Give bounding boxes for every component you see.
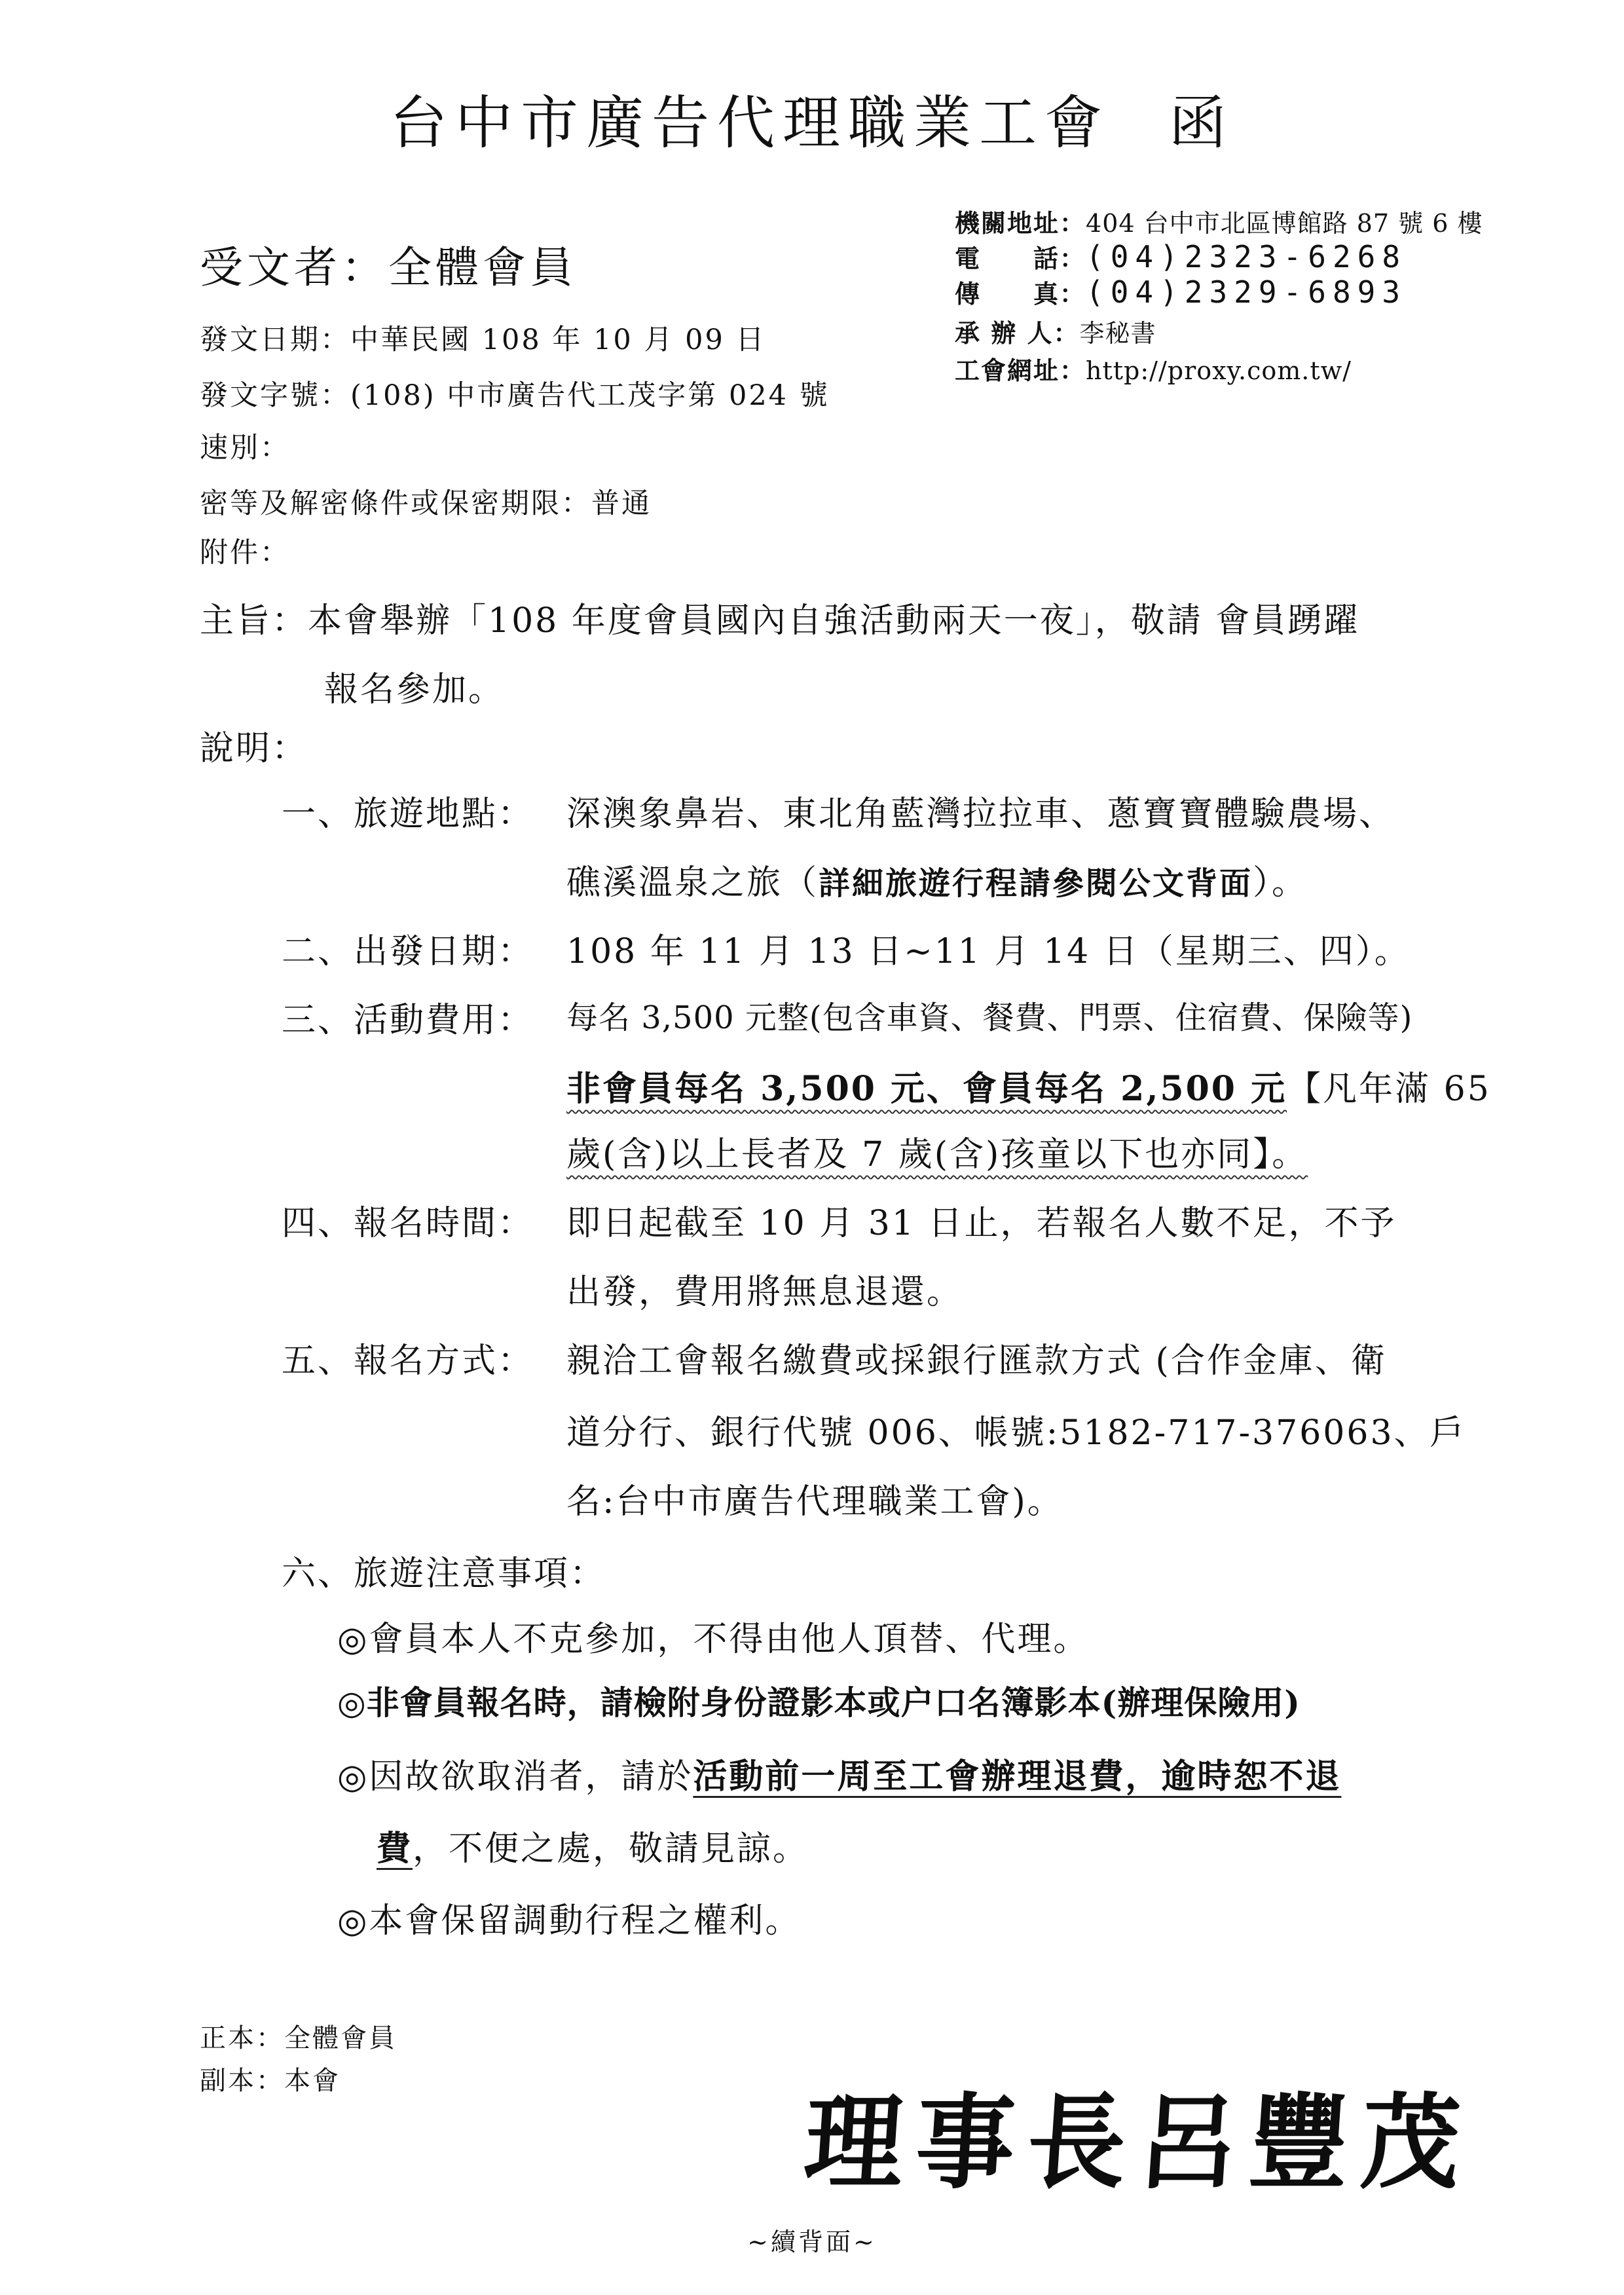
item-2-label: 二、出發日期： [282, 932, 534, 971]
item-5-label: 五、報名方式： [282, 1341, 534, 1381]
item-4-label: 四、報名時間： [282, 1204, 534, 1243]
item-5-line-1: 親洽工會報名繳費或採銀行匯款方式 (合作金庫、衛 [566, 1341, 1387, 1381]
duplicate-copy: 副本：本會 [200, 2066, 341, 2096]
address-line [955, 203, 1483, 239]
item-3-line-3 [566, 1127, 1308, 1176]
document-title [0, 77, 1624, 160]
fax-line [955, 274, 1407, 310]
item-4-line-2: 出發，費用將無息退還。 [566, 1273, 963, 1312]
original-copy: 正本：全體會員 [200, 2023, 397, 2053]
item-1-line-2 [566, 855, 1308, 904]
attachment: 附件： [200, 536, 290, 569]
note-3-cont [377, 1821, 809, 1870]
phone-value: (04)2323-6268 [1086, 239, 1407, 274]
item-1-line-2a: 礁溪溫泉之旅（ [566, 863, 819, 903]
note-2: ◎非會員報名時，請檢附身份證影本或户口名簿影本(辦理保險用) [337, 1683, 1301, 1722]
chairman-signature: 理事長呂豐茂 [800, 2082, 1477, 2204]
item-3-label: 三、活動費用： [282, 1001, 534, 1040]
doc-type: 函 [1169, 89, 1235, 157]
subject-line-1: 主旨：本會舉辦「108 年度會員國內自強活動兩天一夜」，敬請 會員踴躍 [200, 601, 1360, 641]
address-label: 機關地址： [955, 208, 1086, 238]
explanation-label: 說明： [200, 729, 308, 768]
note-1: ◎會員本人不克參加，不得由他人頂替、代理。 [337, 1620, 1090, 1659]
phone-line [955, 238, 1407, 274]
issue-number: 發文字號：(108) 中市廣告代工茂字第 024 號 [200, 379, 830, 412]
item-2-line-1: 108 年 11 月 13 日~11 月 14 日（星期三、四）。 [566, 932, 1411, 971]
item-5-line-3: 名:台中市廣告代理職業工會)。 [566, 1482, 1063, 1521]
item-4-line-1: 即日起截至 10 月 31 日止，若報名人數不足，不予 [566, 1204, 1397, 1243]
item-6-label: 六、旅遊注意事項： [282, 1554, 606, 1594]
item-3-line-1: 每名 3,500 元整(包含車資、餐費、門票、住宿費、保險等) [566, 999, 1413, 1036]
note-3b: 活動前一周至工會辦理退費，逾時恕不退 [693, 1757, 1342, 1797]
item-1-line-2b: 詳細旅遊行程請參閱公文背面 [819, 865, 1253, 902]
phone-label: 電 話： [955, 244, 1086, 273]
issue-date: 發文日期：中華民國 108 年 10 月 09 日 [200, 324, 766, 356]
note-3c: 費 [377, 1829, 413, 1869]
website-line [955, 350, 1352, 386]
item-3-line-3-text: 歲(含)以上長者及 7 歲(含)孩童以下也亦同】。 [566, 1135, 1308, 1174]
org-name: 台中市廣告代理職業工會 [389, 89, 1110, 157]
fax-value: (04)2329-6893 [1086, 274, 1407, 310]
item-1-line-1: 深澳象鼻岩、東北角藍灣拉拉車、蔥寶寶體驗農場、 [566, 794, 1395, 834]
recipient: 受文者：全體會員 [200, 242, 577, 293]
note-3d: ，不便之處，敬請見諒。 [413, 1829, 809, 1869]
note-3a: ◎因故欲取消者，請於 [337, 1757, 693, 1797]
address-value: 404 台中市北區博館路 87 號 6 樓 [1086, 209, 1483, 238]
item-3-line-2 [566, 1061, 1491, 1110]
website-label: 工會網址： [955, 356, 1086, 385]
item-3-line-2b: 【凡年滿 65 [1287, 1070, 1491, 1109]
item-5-line-2: 道分行、銀行代號 006、帳號:5182-717-376063、戶 [566, 1413, 1466, 1453]
fax-label: 傳 真： [955, 279, 1086, 308]
speed: 速別： [200, 432, 290, 464]
continued-on-back: ~續背面~ [747, 2228, 877, 2256]
handler-value: 李秘書 [1079, 319, 1156, 348]
note-3 [337, 1749, 1341, 1798]
item-1-line-2c: ）。 [1253, 863, 1308, 903]
handler-label: 承 辦 人： [955, 318, 1080, 348]
item-1-label: 一、旅遊地點： [282, 794, 534, 834]
handler-line [955, 313, 1156, 349]
fee-highlight: 非會員每名 3,500 元、會員每名 2,500 元 [566, 1069, 1287, 1109]
subject-line-2: 報名參加。 [324, 670, 505, 709]
note-4: ◎本會保留調動行程之權利。 [337, 1901, 802, 1941]
security-level: 密等及解密條件或保密期限：普通 [200, 487, 652, 520]
website-value: http://proxy.com.tw/ [1086, 356, 1352, 385]
